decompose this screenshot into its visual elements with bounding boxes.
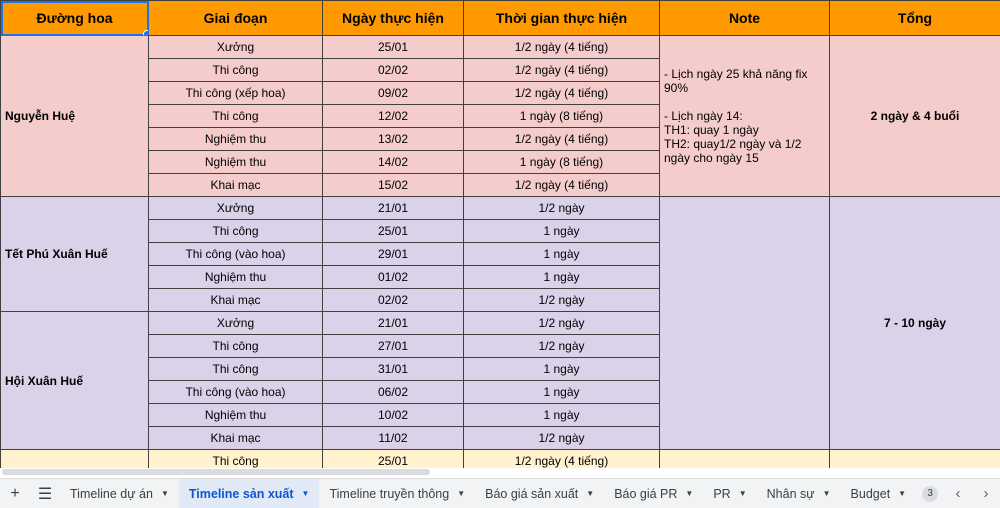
cell-stage[interactable]: Xưởng: [149, 36, 323, 59]
more-sheets-badge[interactable]: 3: [922, 486, 938, 502]
tab-label: Báo giá sản xuất: [485, 487, 578, 501]
tab-label: Timeline truyền thông: [329, 487, 449, 501]
cell-duration[interactable]: 1 ngày: [464, 358, 660, 381]
all-sheets-menu-icon[interactable]: ☰: [30, 479, 60, 508]
cell-duration[interactable]: 1 ngày: [464, 381, 660, 404]
cell-route-name[interactable]: [1, 450, 149, 469]
cell-stage[interactable]: Thi công: [149, 59, 323, 82]
header-cell-duong-hoa[interactable]: Đường hoa: [1, 1, 149, 36]
caret-down-icon[interactable]: ▼: [823, 489, 831, 498]
tab-7[interactable]: [841, 479, 917, 508]
header-cell-ngay-thuc-hien[interactable]: Ngày thực hiện: [323, 1, 464, 36]
cell-duration[interactable]: 1/2 ngày (4 tiếng): [464, 82, 660, 105]
cell-duration[interactable]: 1 ngày: [464, 404, 660, 427]
cell-stage[interactable]: Xưởng: [149, 312, 323, 335]
cell-duration[interactable]: 1 ngày: [464, 266, 660, 289]
chevron-right-icon[interactable]: ›: [972, 485, 1000, 502]
cell-stage[interactable]: Thi công: [149, 220, 323, 243]
cell-date[interactable]: 31/01: [323, 358, 464, 381]
header-cell-giai-doan[interactable]: Giai đoạn: [149, 1, 323, 36]
tab-label: Nhân sự: [767, 487, 815, 501]
cell-duration[interactable]: 1/2 ngày: [464, 197, 660, 220]
cell-stage[interactable]: Nghiệm thu: [149, 128, 323, 151]
cell-date[interactable]: 09/02: [323, 82, 464, 105]
horizontal-scrollbar[interactable]: [0, 468, 1000, 476]
cell-route-name[interactable]: Tết Phú Xuân Huế: [1, 197, 149, 312]
cell-date[interactable]: 02/02: [323, 59, 464, 82]
cell-date[interactable]: 02/02: [323, 289, 464, 312]
cell-route-name[interactable]: Nguyễn Huệ: [1, 36, 149, 197]
cell-route-name[interactable]: Hội Xuân Huế: [1, 312, 149, 450]
cell-stage[interactable]: Nghiệm thu: [149, 266, 323, 289]
cell-duration[interactable]: 1 ngày: [464, 243, 660, 266]
tab-3[interactable]: [475, 479, 604, 508]
cell-stage[interactable]: Thi công: [149, 335, 323, 358]
cell-date[interactable]: 27/01: [323, 335, 464, 358]
caret-down-icon[interactable]: ▼: [457, 489, 465, 498]
sheet-tabs: [60, 479, 916, 508]
cell-stage[interactable]: Nghiệm thu: [149, 151, 323, 174]
caret-down-icon[interactable]: ▼: [685, 489, 693, 498]
cell-duration[interactable]: 1/2 ngày (4 tiếng): [464, 59, 660, 82]
cell-duration[interactable]: 1/2 ngày (4 tiếng): [464, 128, 660, 151]
cell-stage[interactable]: Thi công (xếp hoa): [149, 82, 323, 105]
cell-duration[interactable]: 1/2 ngày (4 tiếng): [464, 450, 660, 469]
cell-date[interactable]: 06/02: [323, 381, 464, 404]
header-row: [1, 1, 1000, 36]
cell-date[interactable]: 29/01: [323, 243, 464, 266]
selection-handle[interactable]: [143, 30, 149, 36]
tab-label: Budget: [851, 487, 891, 501]
cell-date[interactable]: 15/02: [323, 174, 464, 197]
cell-duration[interactable]: 1/2 ngày: [464, 427, 660, 450]
cell-duration[interactable]: 1/2 ngày: [464, 312, 660, 335]
cell-date[interactable]: 25/01: [323, 450, 464, 469]
cell-duration[interactable]: 1/2 ngày: [464, 335, 660, 358]
header-cell-tong[interactable]: Tổng: [830, 1, 1000, 36]
cell-stage[interactable]: Khai mạc: [149, 174, 323, 197]
sheet-tab-bar: [0, 478, 1000, 508]
cell-total[interactable]: 7 - 10 ngày: [830, 197, 1000, 450]
caret-down-icon[interactable]: ▼: [739, 489, 747, 498]
cell-duration[interactable]: 1 ngày (8 tiếng): [464, 151, 660, 174]
cell-duration[interactable]: 1/2 ngày (4 tiếng): [464, 36, 660, 59]
cell-date[interactable]: 12/02: [323, 105, 464, 128]
cell-stage[interactable]: Thi công: [149, 105, 323, 128]
cell-date[interactable]: 25/01: [323, 36, 464, 59]
cell-stage[interactable]: Thi công: [149, 358, 323, 381]
table-row: [1, 450, 1000, 469]
header-cell-note[interactable]: Note: [660, 1, 830, 36]
cell-total[interactable]: [830, 450, 1000, 469]
tab-1[interactable]: [179, 479, 320, 508]
cell-stage[interactable]: Thi công: [149, 450, 323, 469]
cell-duration[interactable]: 1/2 ngày: [464, 289, 660, 312]
cell-date[interactable]: 10/02: [323, 404, 464, 427]
add-sheet-icon[interactable]: +: [0, 479, 30, 508]
cell-stage[interactable]: Khai mạc: [149, 427, 323, 450]
tab-6[interactable]: [757, 479, 841, 508]
cell-date[interactable]: 25/01: [323, 220, 464, 243]
caret-down-icon[interactable]: ▼: [898, 489, 906, 498]
caret-down-icon[interactable]: ▼: [161, 489, 169, 498]
cell-stage[interactable]: Khai mạc: [149, 289, 323, 312]
cell-stage[interactable]: Xưởng: [149, 197, 323, 220]
chevron-left-icon[interactable]: ‹: [944, 485, 972, 502]
tab-label: Báo giá PR: [614, 487, 677, 501]
cell-stage[interactable]: Thi công (vào hoa): [149, 243, 323, 266]
caret-down-icon[interactable]: ▼: [302, 489, 310, 498]
tab-0[interactable]: [60, 479, 179, 508]
caret-down-icon[interactable]: ▼: [586, 489, 594, 498]
cell-date[interactable]: 14/02: [323, 151, 464, 174]
cell-duration[interactable]: 1 ngày (8 tiếng): [464, 105, 660, 128]
tab-label: PR: [713, 487, 730, 501]
cell-note[interactable]: [660, 450, 830, 469]
cell-duration[interactable]: 1 ngày: [464, 220, 660, 243]
cell-note[interactable]: [660, 197, 830, 450]
cell-date[interactable]: 11/02: [323, 427, 464, 450]
cell-date[interactable]: 13/02: [323, 128, 464, 151]
header-cell-thoi-gian[interactable]: Thời gian thực hiện: [464, 1, 660, 36]
cell-date[interactable]: 01/02: [323, 266, 464, 289]
tab-5[interactable]: [703, 479, 756, 508]
cell-duration[interactable]: 1/2 ngày (4 tiếng): [464, 174, 660, 197]
cell-date[interactable]: 21/01: [323, 312, 464, 335]
cell-date[interactable]: 21/01: [323, 197, 464, 220]
table-row: [1, 197, 1000, 220]
cell-total[interactable]: 2 ngày & 4 buổi: [830, 36, 1000, 197]
tab-label: Timeline dự án: [70, 487, 153, 501]
table-row: [1, 36, 1000, 59]
cell-stage[interactable]: Thi công (vào hoa): [149, 381, 323, 404]
tab-2[interactable]: [319, 479, 475, 508]
tab-label: Timeline sản xuất: [189, 487, 294, 501]
cell-note[interactable]: - Lịch ngày 25 khả năng fix 90% - Lịch ngày 14: TH1: quay 1 ngày TH2: quay1/2 ngày và 1/2 ngày cho ngày 15: [660, 36, 830, 197]
tab-4[interactable]: [604, 479, 703, 508]
scrollbar-thumb[interactable]: [2, 469, 430, 475]
cell-stage[interactable]: Nghiệm thu: [149, 404, 323, 427]
